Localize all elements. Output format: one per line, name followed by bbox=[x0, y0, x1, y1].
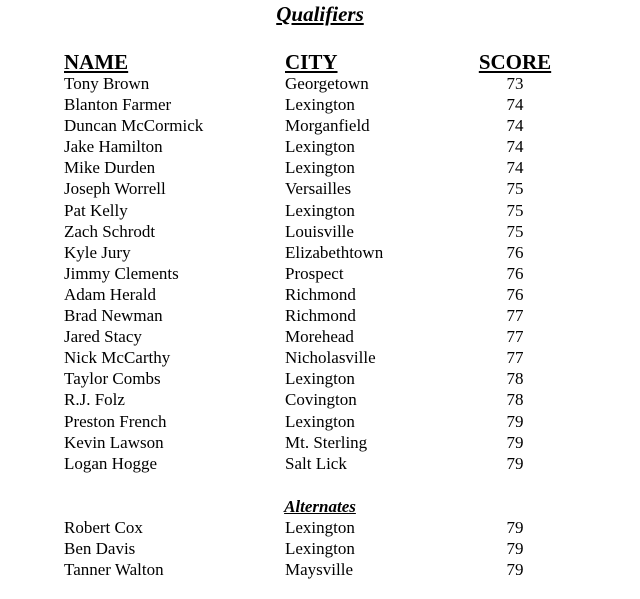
table-row bbox=[0, 284, 640, 305]
player-city: Elizabethtown bbox=[285, 242, 384, 262]
table-row bbox=[0, 178, 640, 199]
player-name: Tanner Walton bbox=[64, 560, 164, 580]
player-city: Prospect bbox=[285, 263, 344, 283]
table-row bbox=[0, 221, 640, 242]
player-score: 74 bbox=[506, 116, 524, 136]
table-row bbox=[0, 305, 640, 326]
table-row bbox=[0, 94, 640, 115]
table-row bbox=[0, 559, 640, 580]
player-name: Pat Kelly bbox=[64, 200, 128, 220]
player-score: 75 bbox=[506, 200, 524, 220]
table-row bbox=[0, 453, 640, 474]
player-city: Covington bbox=[285, 390, 357, 410]
table-row bbox=[0, 432, 640, 453]
player-score: 77 bbox=[506, 306, 524, 326]
player-score: 74 bbox=[506, 137, 524, 157]
table-row bbox=[0, 136, 640, 157]
table-row bbox=[0, 157, 640, 178]
player-name: Robert Cox bbox=[64, 518, 143, 537]
player-city: Lexington bbox=[285, 369, 355, 389]
player-score: 78 bbox=[506, 369, 524, 389]
player-city: Lexington bbox=[285, 539, 355, 559]
player-city: Richmond bbox=[285, 306, 356, 326]
page-title: Qualifiers bbox=[276, 2, 364, 26]
player-score: 75 bbox=[506, 221, 524, 241]
player-city: Georgetown bbox=[285, 74, 369, 93]
player-score: 79 bbox=[506, 411, 524, 431]
player-name: Preston French bbox=[64, 411, 167, 431]
player-name: Mike Durden bbox=[64, 158, 156, 178]
player-city: Maysville bbox=[285, 560, 353, 580]
player-score: 74 bbox=[506, 95, 524, 115]
player-name: Zach Schrodt bbox=[64, 221, 156, 241]
player-city: Louisville bbox=[285, 221, 354, 241]
player-name: Adam Herald bbox=[64, 284, 157, 304]
player-name: Logan Hogge bbox=[64, 453, 158, 473]
table-row bbox=[0, 200, 640, 221]
player-score: 79 bbox=[506, 453, 524, 473]
column-header-city: CITY bbox=[285, 50, 338, 74]
table-row bbox=[0, 411, 640, 432]
player-city: Richmond bbox=[285, 284, 356, 304]
alternates-table bbox=[0, 517, 640, 580]
player-name: Duncan McCormick bbox=[64, 116, 204, 136]
player-city: Lexington bbox=[285, 200, 355, 220]
player-city: Nicholasville bbox=[285, 348, 376, 368]
player-score: 79 bbox=[506, 518, 524, 537]
player-name: Ben Davis bbox=[64, 539, 136, 559]
player-score: 74 bbox=[506, 158, 524, 178]
player-name: Jake Hamilton bbox=[64, 137, 163, 157]
player-score: 78 bbox=[506, 390, 524, 410]
table-row bbox=[0, 538, 640, 559]
table-row bbox=[0, 242, 640, 263]
player-score: 77 bbox=[506, 348, 524, 368]
player-score: 79 bbox=[506, 560, 524, 580]
player-name: Kevin Lawson bbox=[64, 432, 164, 452]
table-row bbox=[0, 368, 640, 389]
player-city: Morganfield bbox=[285, 116, 370, 136]
player-score: 73 bbox=[506, 74, 524, 93]
player-score: 76 bbox=[506, 263, 524, 283]
player-name: Blanton Farmer bbox=[64, 95, 172, 115]
table-row bbox=[0, 263, 640, 284]
player-city: Morehead bbox=[285, 327, 354, 347]
player-score: 77 bbox=[506, 327, 524, 347]
qualifiers-table bbox=[0, 73, 640, 474]
player-name: Joseph Worrell bbox=[64, 179, 166, 199]
player-city: Versailles bbox=[285, 179, 352, 199]
player-score: 79 bbox=[506, 432, 524, 452]
player-city: Lexington bbox=[285, 137, 355, 157]
player-score: 75 bbox=[506, 179, 524, 199]
column-header-name: NAME bbox=[64, 50, 129, 74]
player-city: Mt. Sterling bbox=[285, 432, 368, 452]
player-name: Brad Newman bbox=[64, 306, 163, 326]
table-row bbox=[0, 517, 640, 538]
player-city: Lexington bbox=[285, 158, 355, 178]
table-row bbox=[0, 115, 640, 136]
player-city: Lexington bbox=[285, 411, 355, 431]
player-name: Jared Stacy bbox=[64, 327, 142, 347]
table-row bbox=[0, 326, 640, 347]
player-name: Nick McCarthy bbox=[64, 348, 171, 368]
player-city: Salt Lick bbox=[285, 453, 347, 473]
player-name: Kyle Jury bbox=[64, 242, 131, 262]
player-name: R.J. Folz bbox=[64, 390, 125, 410]
column-header-score: SCORE bbox=[478, 50, 552, 74]
table-row bbox=[0, 347, 640, 368]
player-score: 76 bbox=[506, 242, 524, 262]
player-name: Taylor Combs bbox=[64, 369, 161, 389]
table-row bbox=[0, 389, 640, 410]
table-row bbox=[0, 73, 640, 94]
player-score: 76 bbox=[506, 284, 524, 304]
player-score: 79 bbox=[506, 539, 524, 559]
alternates-title: Alternates bbox=[284, 497, 356, 516]
player-city: Lexington bbox=[285, 518, 355, 537]
player-name: Tony Brown bbox=[64, 74, 150, 93]
player-name: Jimmy Clements bbox=[64, 263, 179, 283]
player-city: Lexington bbox=[285, 95, 355, 115]
